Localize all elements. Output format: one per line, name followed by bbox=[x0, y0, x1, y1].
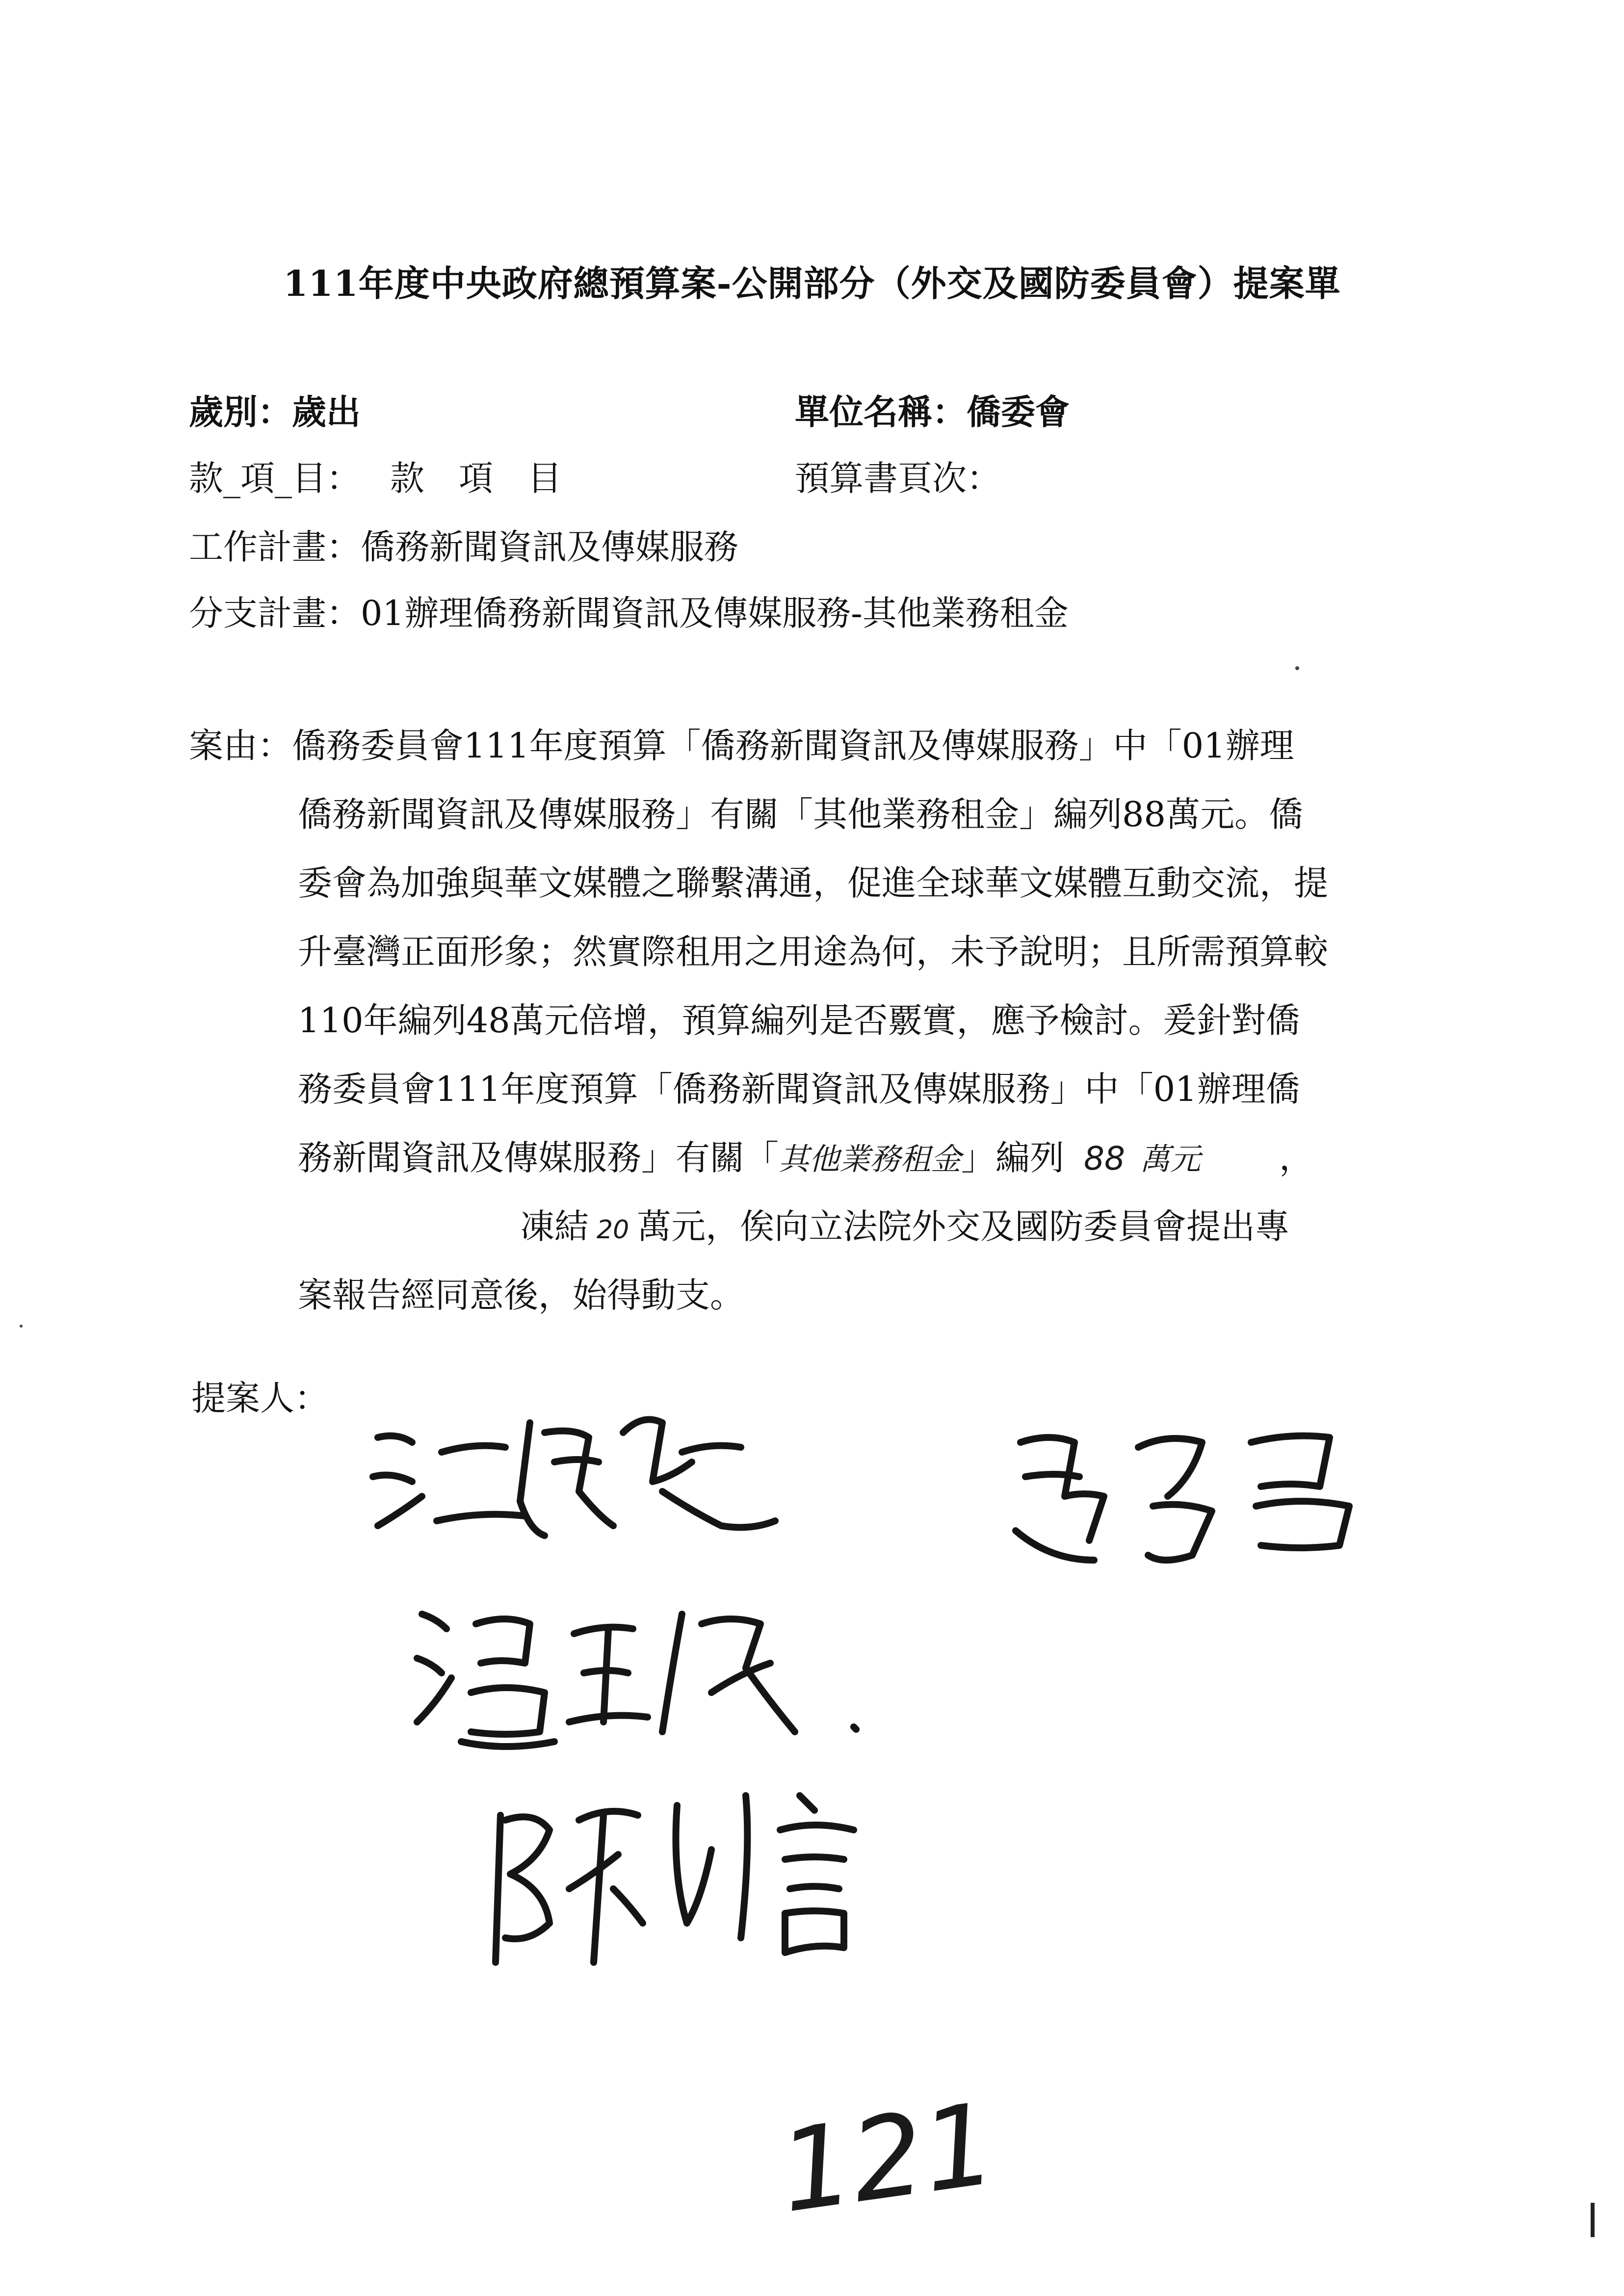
case-line-4: 升臺灣正面形象；然實際租用之用途為何，未予說明；且所需預算較 bbox=[298, 932, 1328, 972]
proposer-label: 提案人： bbox=[191, 1378, 329, 1418]
signature-1 bbox=[368, 1403, 790, 1565]
case-line-3: 委會為加強與華文媒體之聯繫溝通，促進全球華文媒體互動交流，提 bbox=[298, 863, 1328, 903]
scan-speck bbox=[20, 1325, 23, 1328]
sub-plan-field bbox=[189, 589, 1069, 638]
case-line-6: 務委員會111年度預算「僑務新聞資訊及傳媒服務」中「01辦理僑 bbox=[298, 1069, 1300, 1109]
document-title: 111年度中央政府總預算案-公開部分（外交及國防委員會）提案單 bbox=[283, 262, 1341, 304]
case-line-5: 110年編列48萬元倍增，預算編列是否覈實，應予檢討。爰針對僑 bbox=[298, 1000, 1300, 1041]
scan-speck bbox=[1295, 666, 1299, 670]
handwritten-item: 其他業務租金 bbox=[779, 1141, 962, 1177]
case-line-8: 凍結 20 萬元，俟向立法院外交及國防委員會提出專 bbox=[520, 1206, 1290, 1247]
case-line-1 bbox=[189, 711, 1445, 780]
signature-4 bbox=[481, 1776, 913, 1982]
work-plan-field bbox=[189, 522, 738, 572]
unit-label: 單位名稱： bbox=[795, 391, 967, 432]
case-line-2: 僑務新聞資訊及傳媒服務」有關「其他業務租金」編列88萬元。僑 bbox=[298, 794, 1304, 835]
case-line-7: 務新聞資訊及傳媒服務」有關「其他業務租金」編列 88 萬元 ， bbox=[298, 1138, 1314, 1178]
signature-2 bbox=[1006, 1413, 1369, 1575]
unit-value: 僑委會 bbox=[967, 391, 1070, 432]
case-text: 僑務委員會111年度預算「僑務新聞資訊及傳媒服務」中「01辦理 bbox=[292, 726, 1294, 766]
handwritten-amount: 88 bbox=[1084, 1140, 1125, 1177]
handwritten-unit: 萬元 bbox=[1140, 1141, 1201, 1177]
page-number: 121 bbox=[772, 2078, 1004, 2239]
case-label: 案由： bbox=[189, 726, 292, 766]
item-label: 款_項_目： bbox=[189, 458, 361, 498]
sub-plan-value: 01辦理僑務新聞資訊及傳媒服務-其他業務租金 bbox=[361, 593, 1069, 633]
unit-field bbox=[795, 388, 1070, 437]
item-field bbox=[189, 454, 562, 503]
work-plan-value: 僑務新聞資訊及傳媒服務 bbox=[361, 527, 738, 567]
category-field bbox=[189, 388, 361, 437]
handwritten-freeze-amount: 20 bbox=[597, 1215, 629, 1245]
item-value: 款 項 目 bbox=[390, 458, 562, 498]
sub-plan-label: 分支計畫： bbox=[189, 593, 361, 633]
page-ref-field bbox=[795, 454, 1001, 503]
category-value: 歲出 bbox=[292, 391, 361, 432]
case-line-9: 案報告經同意後，始得動支。 bbox=[298, 1275, 744, 1315]
category-label: 歲別： bbox=[189, 391, 292, 432]
scan-edge-mark bbox=[1591, 2203, 1595, 2237]
page-ref-label: 預算書頁次： bbox=[795, 458, 1001, 498]
case-section bbox=[189, 711, 1445, 1330]
signature-3 bbox=[407, 1594, 878, 1756]
work-plan-label: 工作計畫： bbox=[189, 527, 361, 567]
